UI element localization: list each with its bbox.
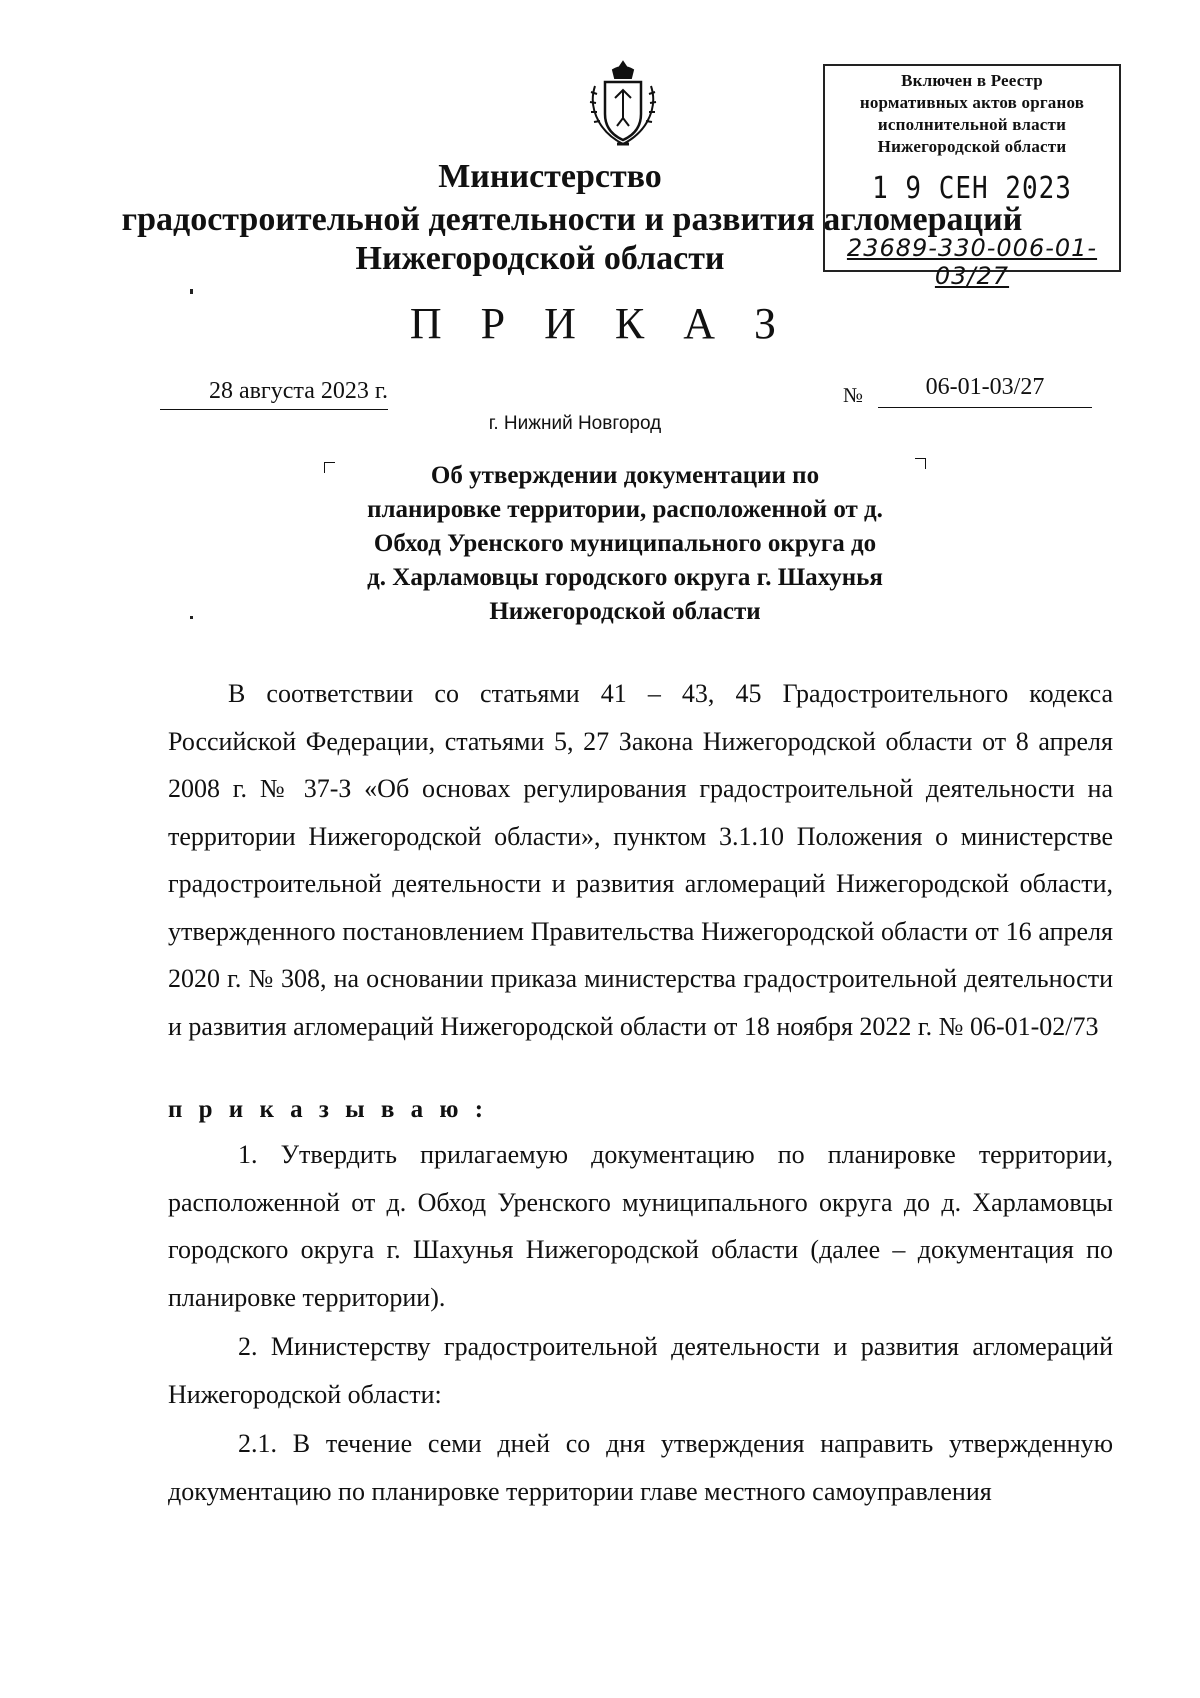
document-type: П Р И К А З — [409, 299, 791, 348]
stamp-line: нормативных актов органов — [859, 93, 1085, 112]
scan-mark — [190, 289, 193, 294]
document-city: г. Нижний Новгород — [488, 413, 662, 434]
registry-stamp — [823, 64, 1121, 290]
title-line: д. Харламовцы городского округа г. Шахунья — [367, 564, 883, 591]
stamp-registration-number: 23689-330-006-01-03/27 — [846, 234, 1098, 290]
title-line: Об утверждении документации по — [430, 462, 820, 489]
document-number: 06-01-03/27 — [878, 374, 1092, 408]
order-item-2: 2. Министерству градостроительной деятельности и развития агломераций Нижегородской области: — [168, 1332, 1113, 1409]
preamble-paragraph: В соответствии со статьями 41 – 43, 45 Градостроительного кодекса Российской Федерации, статьями 5, 27 Закона Нижегородской области от 8 апреля 2008 г. № 37-З «Об основах регулирования градостроительной деятельности на территории Нижегородской области», пунктом 3.1.10 Положения о министерстве градостроительной деятельности и развития агломераций Нижегородской области, утвержденного постановлением Правительства Нижегородской области от 16 апреля 2020 г. № 308, на основании приказа министерства градостроительной деятельности и развития агломераций Нижегородской области от 18 ноября 2022 г. № 06-01-02/73 — [168, 679, 1113, 1041]
order-item-2-1: 2.1. В течение семи дней со дня утверждения направить утвержденную документацию по планировке территории главе местного самоуправления — [168, 1429, 1113, 1506]
stamp-line: исполнительной власти — [877, 115, 1067, 134]
number-label: № — [843, 383, 864, 407]
order-word: п р и к а з ы в а ю : — [168, 1096, 489, 1123]
title-line: планировке территории, расположенной от д. — [367, 496, 883, 523]
title-line: Обход Уренского муниципального округа до — [373, 530, 877, 557]
order-item-1: 1. Утвердить прилагаемую документацию по планировке территории, расположенной от д. Обход Уренского муниципального округа до д. Харламовцы городского округа г. Шахунья Нижегородской области (далее – документация по планировке территории). — [168, 1140, 1113, 1312]
ministry-name-line3: Нижегородской области — [355, 240, 725, 277]
document-date: 28 августа 2023 г. — [160, 378, 388, 410]
title-line: Нижегородской области — [489, 598, 761, 625]
coat-of-arms-icon — [583, 58, 663, 152]
stamp-line: Включен в Реестр — [901, 71, 1043, 90]
ministry-name-line1: Министерство — [438, 158, 662, 195]
stamp-date: 1 9 СЕН 2023 — [872, 171, 1072, 207]
stamp-line: Нижегородской области — [877, 137, 1067, 156]
scan-mark — [190, 616, 193, 619]
document-title — [330, 459, 920, 629]
ministry-name-line2: градостроительной деятельности и развития агломераций — [121, 201, 1023, 238]
